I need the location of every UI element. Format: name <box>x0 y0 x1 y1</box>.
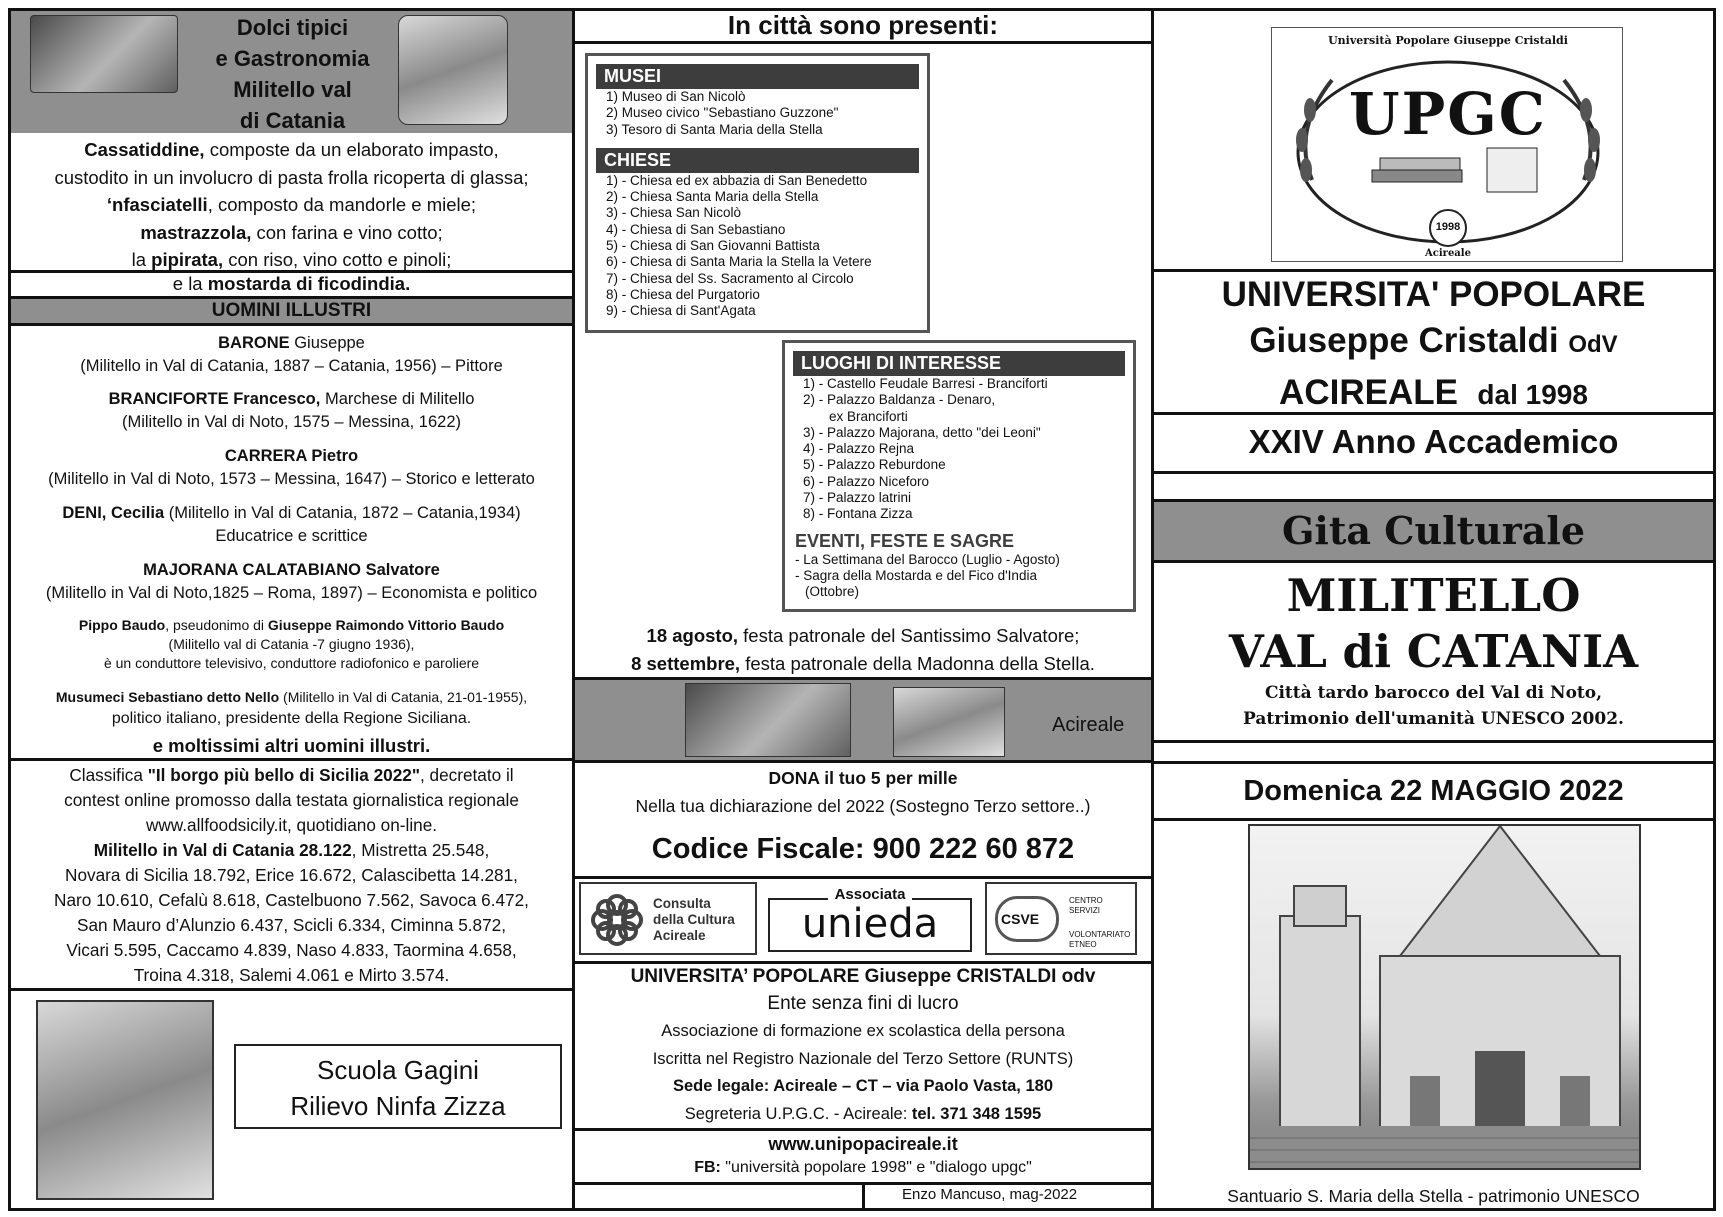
author-credit: Enzo Mancuso, mag-2022 <box>902 1186 1078 1203</box>
santuario-caption: Santuario S. Maria della Stella - patrimonio UNESCO <box>1227 1186 1640 1206</box>
acireale-photo-2 <box>893 687 1005 757</box>
divider <box>862 1182 865 1208</box>
divider <box>11 988 572 991</box>
consulta-logo: Consulta della Cultura Acireale <box>579 882 757 955</box>
divider <box>1154 560 1713 563</box>
uomini-list: BARONE Giuseppe (Militello in Val di Catania, 1887 – Catania, 1956) – Pittore BRANCIFORTE Francesco, Marchese di Militello (Militello in Val di Noto, 1575 – Messina, 1622) CARRERA Pietro (Militello in Val di Noto, 1573 – Messina, 1647) – Storico e letterato DENI, Cecilia (Militello in Val di Catania, 1872 – Catania,1934) Educatrice e scrittice MAJORANA CALATABIANO Salvatore (Militello in Val di Noto,1825 – Roma, 1897) – Economista e politico <box>45 334 538 602</box>
universita-title: UNIVERSITA' POPOLARE Giuseppe Cristaldi OdV ACIREALE dal 1998 <box>1221 275 1646 412</box>
divider <box>575 41 1151 44</box>
gita-culturale-banner: Gita Culturale <box>1154 502 1713 560</box>
divider <box>11 758 572 761</box>
musei-header: MUSEI <box>596 64 919 89</box>
divider <box>11 323 572 326</box>
divider <box>1154 412 1713 415</box>
luoghi-header: LUOGHI DI INTERESSE <box>793 351 1125 376</box>
website-link[interactable]: www.unipopacireale.it <box>768 1134 958 1154</box>
divider <box>575 876 1151 879</box>
uomini-header: UOMINI ILLUSTRI <box>11 299 572 323</box>
gagini-caption: Scuola Gagini Rilievo Ninfa Zizza <box>234 1044 562 1129</box>
musei-chiese-box: MUSEI 1) Museo di San Nicolò 2) Museo civico "Sebastiano Guzzone" 3) Tesoro di Santa Maria della Stella CHIESE 1) - Chiesa ed ex abbazia di San Benedetto 2) - Chiesa Santa Maria della Stella 3) - Chiesa San Nicolò 4) - Chiesa di San Sebastiano 5) - Chiesa di San Giovanni Battista 6) - Chiesa di Santa Maria la Stella la Vetere 7) - Chiesa del Ss. Sacramento al Circolo 8) - Chiesa del Purgatorio 9) - Chiesa di Sant'Agata <box>585 53 930 333</box>
altri-uomini: e moltissimi altri uomini illustri. <box>152 735 431 756</box>
data-gita: Domenica 22 MAGGIO 2022 <box>1243 775 1624 807</box>
militello-subtitle: Città tardo barocco del Val di Noto, Patrimonio dell'umanità UNESCO 2002. <box>1243 683 1624 729</box>
chiese-header: CHIESE <box>596 148 919 173</box>
divider <box>1154 761 1713 764</box>
dona-5x1000: DONA il tuo 5 per mille Nella tua dichiarazione del 2022 (Sostegno Terzo settore..) <box>635 768 1091 816</box>
food-description: Cassatiddine, composte da un elaborato impasto, custodito in un involucro di pasta frolla ricoperta di glassa; ‘nfasciatelli, composto da mandorle e miele; mastrazzola, con farina e vino cotto; la pipirata, con riso, vino cotto e pinoli; <box>54 139 529 270</box>
codice-fiscale: Codice Fiscale: 900 222 60 872 <box>651 833 1075 865</box>
food-last-line: e la mostarda di ficodindia. <box>172 273 411 294</box>
food-photo-2 <box>398 15 508 125</box>
upgc-info: UNIVERSITA’ POPOLARE Giuseppe CRISTALDI odv Ente senza fini di lucro Associazione di formazione ex scolastica della persona Iscritta nel Registro Nazionale del Terzo Settore (RUNTS) Sede legale: Acireale – CT – via Paolo Vasta, 180 Segreteria U.P.G.C. - Acireale: tel. 371 348 1595 <box>630 966 1096 1123</box>
militello-title: MILITELLO VAL di CATANIA <box>1228 569 1639 678</box>
acireale-photo-1 <box>685 683 851 757</box>
divider <box>1154 471 1713 474</box>
divider <box>1154 740 1713 743</box>
santuario-photo <box>1248 824 1641 1170</box>
anno-accademico: XXIV Anno Accademico <box>1248 423 1619 460</box>
csve-logo: CSVE CENTRO SERVIZI VOLONTARIATO ETNEO <box>985 882 1137 955</box>
dolci-title: Dolci tipici e Gastronomia Militello val di Catania <box>215 15 370 133</box>
divider <box>575 760 1151 763</box>
facebook-info: FB: "università popolare 1998" e "dialogo upgc" <box>694 1159 1032 1176</box>
classifica-text: Classifica "Il borgo più bello di Sicilia 2022", decretato il contest online promosso dalla testata giornalistica regionale www.allfoodsicily.it, quotidiano on-line. Militello in Val di Catania 28.122, Mistretta 25.548, Novara di Sicilia 18.792, Erice 16.672, Calascibetta 14.281, Naro 10.610, Cefalù 8.618, Castelbuono 7.562, Savoca 6.472, San Mauro d’Alunzio 6.437, Scicli 6.334, Ciminna 5.872, Vicari 5.595, Caccamo 4.839, Naso 4.833, Taormina 4.658, Troina 4.318, Salemi 4.061 e Mirto 3.574. <box>54 765 529 985</box>
divider <box>1154 269 1713 272</box>
acireale-label: Acireale <box>1052 714 1125 736</box>
food-photo-1 <box>30 15 178 93</box>
ninfa-relief-photo <box>36 1000 214 1200</box>
flower-icon <box>587 890 647 950</box>
baudo-entry: Pippo Baudo, pseudonimo di Giuseppe Raimondo Vittorio Baudo (Militello val di Catania -7 giugno 1936), è un conduttore televisivo, conduttore radiofonico e paroliere <box>78 617 505 671</box>
unieda-logo: Associata unieda <box>768 884 972 954</box>
church-illustration <box>1250 826 1641 1170</box>
luoghi-box: LUOGHI DI INTERESSE 1) - Castello Feudale Barresi - Branciforti 2) - Palazzo Baldanza - Denaro, ex Branciforti 3) - Palazzo Majorana, detto "dei Leoni" 4) - Palazzo Rejna 5) - Palazzo Reburdone 6) - Palazzo Niceforo 7) - Palazzo latrini 8) - Fontana Zizza EVENTI, FESTE E SAGRE - La Settimana del Barocco (Luglio - Agosto) - Sagra della Mostarda e del Fico d'India (Ottobre) <box>782 340 1136 612</box>
feste-patronali: 18 agosto, festa patronale del Santissimo Salvatore; 8 settembre, festa patronale della Madonna della Stella. <box>631 625 1095 674</box>
presenti-heading: In città sono presenti: <box>727 10 999 40</box>
eventi-header: EVENTI, FESTE E SAGRE <box>795 530 1015 551</box>
divider <box>575 1128 1151 1131</box>
musumeci-entry: Musumeci Sebastiano detto Nello (Militello in Val di Catania, 21-01-1955), politico italiano, presidente della Regione Siciliana. <box>55 689 528 727</box>
divider <box>1154 818 1713 821</box>
upgc-logo: Università Popolare Giuseppe Cristaldi UPGC 1998 Acireale <box>1271 27 1623 262</box>
